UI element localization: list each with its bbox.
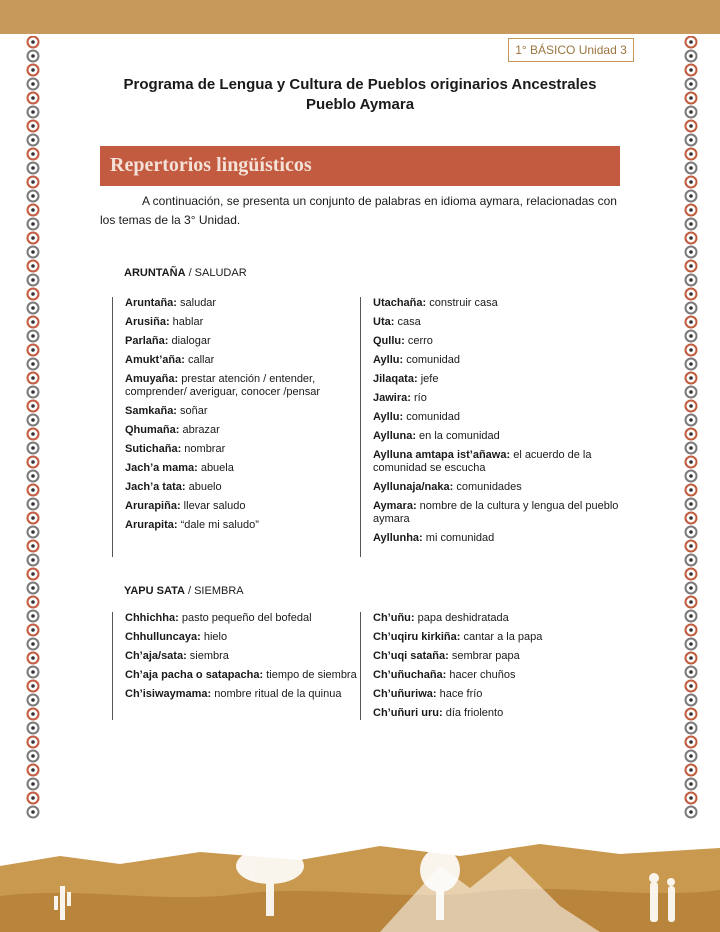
- people-title: Pueblo Aymara: [305, 96, 415, 113]
- border-ornament-dot: [689, 768, 693, 772]
- border-ornament-dot: [689, 502, 693, 506]
- left-decorative-border: [26, 36, 40, 826]
- list-item: Chhichha: pasto pequeño del bofedal: [125, 612, 312, 624]
- top-color-bar: [0, 0, 720, 34]
- border-ornament-dot: [31, 432, 35, 436]
- footer-landscape-illustration: [0, 826, 720, 932]
- border-ornament-dot: [31, 768, 35, 772]
- saludar-left-column: [112, 297, 375, 557]
- border-ornament-dot: [689, 698, 693, 702]
- border-ornament-dot: [31, 586, 35, 590]
- right-decorative-border: [684, 36, 698, 826]
- border-ornament-dot: [31, 572, 35, 576]
- border-ornament-dot: [689, 572, 693, 576]
- border-ornament-dot: [31, 530, 35, 534]
- border-ornament-dot: [689, 656, 693, 660]
- border-ornament-dot: [689, 642, 693, 646]
- border-ornament-dot: [689, 208, 693, 212]
- border-ornament-dot: [689, 264, 693, 268]
- border-ornament-dot: [31, 446, 35, 450]
- border-ornament-dot: [689, 432, 693, 436]
- list-item: Jawira: río: [373, 392, 427, 404]
- section-heading: Repertorios lingüísticos: [110, 154, 312, 176]
- list-item: Ch’uqi sataña: sembrar papa: [373, 650, 520, 662]
- border-ornament-dot: [31, 488, 35, 492]
- border-ornament-dot: [689, 810, 693, 814]
- border-ornament-dot: [31, 390, 35, 394]
- border-ornament-dot: [689, 404, 693, 408]
- border-ornament-dot: [689, 166, 693, 170]
- border-ornament-dot: [31, 152, 35, 156]
- border-ornament-dot: [31, 726, 35, 730]
- border-ornament-dot: [689, 180, 693, 184]
- border-ornament-dot: [689, 670, 693, 674]
- list-item: Ch’isiwaymama: nombre ritual de la quinua: [125, 688, 342, 700]
- border-ornament-dot: [31, 404, 35, 408]
- border-ornament-dot: [689, 376, 693, 380]
- border-ornament-dot: [689, 250, 693, 254]
- border-ornament-dot: [31, 670, 35, 674]
- border-ornament-dot: [689, 278, 693, 282]
- border-ornament-dot: [31, 418, 35, 422]
- border-ornament-dot: [689, 600, 693, 604]
- border-ornament-dot: [31, 194, 35, 198]
- border-ornament-dot: [31, 544, 35, 548]
- list-item: Jach’a mama: abuela: [125, 462, 234, 474]
- program-title: Programa de Lengua y Cultura de Pueblos originarios Ancestrales: [123, 76, 597, 93]
- border-ornament-dot: [689, 348, 693, 352]
- section-banner: [100, 146, 620, 186]
- siembra-left-column: [112, 612, 375, 720]
- list-item: Ch’uñu: papa deshidratada: [373, 612, 509, 624]
- list-item: Sutichaña: nombrar: [125, 443, 226, 455]
- border-ornament-dot: [689, 334, 693, 338]
- list-item: Jilaqata: jefe: [373, 373, 439, 385]
- list-item: Ayllunha: mi comunidad: [373, 532, 495, 544]
- border-ornament-dot: [689, 292, 693, 296]
- border-ornament-dot: [689, 222, 693, 226]
- border-ornament-dot: [31, 348, 35, 352]
- list-item: Chhulluncaya: hielo: [125, 631, 228, 643]
- list-item: Ch’uqiru kirkiña: cantar a la papa: [373, 631, 543, 643]
- list-item: Samkaña: soñar: [125, 405, 208, 417]
- border-ornament-dot: [689, 740, 693, 744]
- border-ornament-dot: [689, 460, 693, 464]
- border-ornament-dot: [689, 782, 693, 786]
- border-ornament-dot: [689, 530, 693, 534]
- border-ornament-dot: [689, 474, 693, 478]
- list-item: Aylluna: en la comunidad: [373, 430, 500, 442]
- saludar-right-column: [360, 297, 623, 557]
- border-ornament-dot: [689, 362, 693, 366]
- border-ornament-dot: [31, 278, 35, 282]
- border-ornament-dot: [689, 558, 693, 562]
- list-item: Qhumaña: abrazar: [125, 424, 220, 436]
- list-item: Arusiña: hablar: [125, 316, 204, 328]
- border-ornament-dot: [31, 642, 35, 646]
- border-ornament-dot: [689, 152, 693, 156]
- border-ornament-dot: [689, 614, 693, 618]
- border-ornament-dot: [689, 40, 693, 44]
- border-ornament-dot: [689, 138, 693, 142]
- border-ornament-dot: [689, 684, 693, 688]
- list-item: Aruntaña: saludar: [125, 297, 217, 309]
- border-ornament-dot: [31, 362, 35, 366]
- list-item: Amukt’aña: callar: [125, 354, 215, 366]
- border-ornament-dot: [31, 810, 35, 814]
- siembra-right-column: [360, 612, 623, 720]
- border-ornament-dot: [689, 418, 693, 422]
- border-ornament-dot: [31, 320, 35, 324]
- border-ornament-dot: [689, 306, 693, 310]
- border-ornament-dot: [31, 250, 35, 254]
- border-ornament-dot: [689, 124, 693, 128]
- border-ornament-dot: [689, 194, 693, 198]
- border-ornament-dot: [31, 684, 35, 688]
- list-item: Utachaña: construir casa: [373, 297, 498, 309]
- border-ornament-dot: [31, 712, 35, 716]
- border-ornament-dot: [689, 68, 693, 72]
- border-ornament-dot: [31, 54, 35, 58]
- group-title-siembra: YAPU SATA / SIEMBRA: [124, 585, 244, 597]
- list-item: Arurapita: “dale mi saludo”: [125, 519, 259, 531]
- border-ornament-dot: [31, 306, 35, 310]
- border-ornament-dot: [31, 292, 35, 296]
- border-ornament-dot: [689, 586, 693, 590]
- border-ornament-dot: [31, 138, 35, 142]
- list-item: Ayllunaja/naka: comunidades: [373, 481, 522, 493]
- border-ornament-dot: [31, 656, 35, 660]
- border-ornament-dot: [31, 628, 35, 632]
- border-ornament-dot: [31, 376, 35, 380]
- list-item: Ch’aja/sata: siembra: [125, 650, 229, 662]
- border-ornament-dot: [689, 544, 693, 548]
- intro-paragraph: A continuación, se presenta un conjunto de palabras en idioma aymara, relacionadas con los temas de la 3° Unidad.: [100, 194, 617, 227]
- list-item: Ch’uñuriwa: hace frío: [373, 688, 483, 700]
- grade-unit-badge: 1° BÁSICO Unidad 3: [508, 38, 634, 62]
- border-ornament-dot: [31, 740, 35, 744]
- border-ornament-dot: [689, 320, 693, 324]
- border-ornament-dot: [689, 54, 693, 58]
- border-ornament-dot: [31, 222, 35, 226]
- list-item: Ch’aja pacha o satapacha: tiempo de siembra: [125, 669, 357, 681]
- border-ornament-dot: [31, 474, 35, 478]
- border-ornament-dot: [689, 754, 693, 758]
- border-ornament-dot: [31, 558, 35, 562]
- border-ornament-dot: [689, 446, 693, 450]
- border-ornament-dot: [31, 782, 35, 786]
- border-ornament-dot: [689, 390, 693, 394]
- border-ornament-dot: [31, 166, 35, 170]
- border-ornament-dot: [31, 516, 35, 520]
- border-ornament-dot: [31, 502, 35, 506]
- border-ornament-dot: [31, 180, 35, 184]
- border-ornament-dot: [689, 726, 693, 730]
- border-ornament-dot: [31, 614, 35, 618]
- border-ornament-dot: [689, 712, 693, 716]
- list-item: Ayllu: comunidad: [373, 411, 461, 423]
- border-ornament-dot: [689, 516, 693, 520]
- border-ornament-dot: [31, 208, 35, 212]
- group-title-saludar: ARUNTAÑA / SALUDAR: [124, 267, 247, 279]
- border-ornament-dot: [31, 698, 35, 702]
- border-ornament-dot: [31, 796, 35, 800]
- border-ornament-dot: [31, 334, 35, 338]
- border-ornament-dot: [31, 124, 35, 128]
- border-ornament-dot: [689, 236, 693, 240]
- list-item: Amuyaña: prestar atención / entender, comprender/ averiguar, conocer /pensar: [125, 373, 321, 398]
- list-item: Uta: casa: [373, 316, 421, 328]
- border-ornament-dot: [31, 236, 35, 240]
- list-item: Qullu: cerro: [373, 335, 433, 347]
- list-item: Parlaña: dialogar: [125, 335, 211, 347]
- border-ornament-dot: [689, 488, 693, 492]
- list-item: Jach’a tata: abuelo: [125, 481, 222, 493]
- border-ornament-dot: [689, 796, 693, 800]
- list-item: Ch’uñuri uru: día friolento: [373, 707, 504, 719]
- list-item: Arurapiña: llevar saludo: [125, 500, 246, 512]
- border-ornament-dot: [689, 628, 693, 632]
- border-ornament-dot: [31, 600, 35, 604]
- border-ornament-dot: [31, 40, 35, 44]
- list-item: Aymara: nombre de la cultura y lengua del pueblo aymara: [373, 500, 619, 525]
- border-ornament-dot: [31, 460, 35, 464]
- list-item: Ayllu: comunidad: [373, 354, 461, 366]
- list-item: Aylluna amtapa ist’añawa: el acuerdo de la comunidad se escucha: [373, 449, 592, 474]
- border-ornament-dot: [31, 68, 35, 72]
- border-ornament-dot: [31, 754, 35, 758]
- list-item: Ch’uñuchaña: hacer chuños: [373, 669, 516, 681]
- border-ornament-dot: [31, 264, 35, 268]
